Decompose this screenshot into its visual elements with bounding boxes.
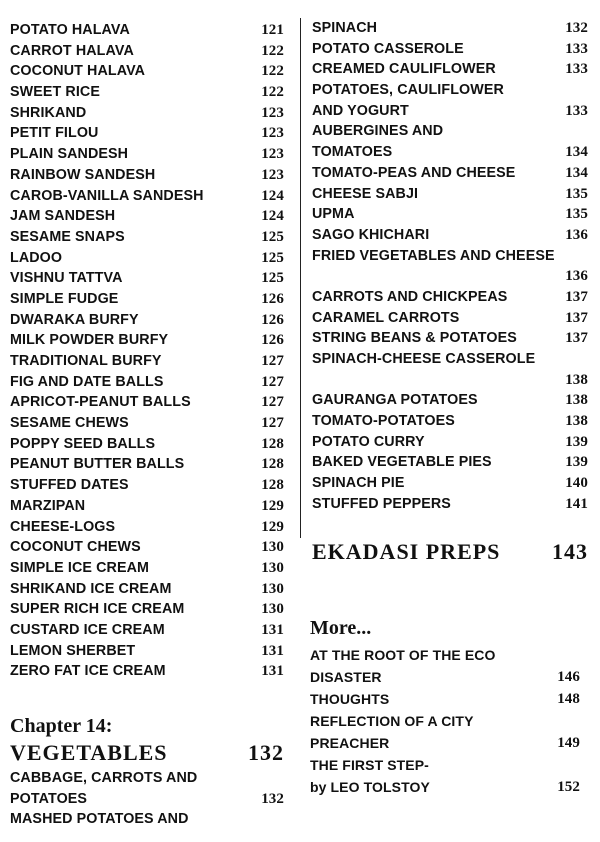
entry-title: PLAIN SANDESH xyxy=(10,146,129,163)
toc-entry xyxy=(312,204,588,225)
entry-page: 146 xyxy=(557,668,580,685)
toc-entry xyxy=(10,661,284,682)
toc-entry xyxy=(10,20,284,41)
toc-entry xyxy=(10,558,284,579)
entry-page: 148 xyxy=(557,690,580,707)
entry-title: TOMATO-POTATOES xyxy=(312,413,455,430)
chapter-page: 132 xyxy=(248,740,284,765)
toc-entry xyxy=(10,41,284,62)
toc-entry xyxy=(312,266,588,287)
toc-entry xyxy=(312,308,588,329)
toc-entry xyxy=(312,18,588,39)
toc-entry xyxy=(10,599,284,620)
entry-title: POPPY SEED BALLS xyxy=(10,435,156,452)
entry-page: 126 xyxy=(261,311,284,328)
entry-title: AND YOGURT xyxy=(312,102,409,119)
entry-page: 127 xyxy=(261,353,284,369)
more-heading: More... xyxy=(310,616,372,639)
toc-entry xyxy=(312,390,588,411)
entry-page: 125 xyxy=(261,270,284,287)
toc-entry xyxy=(10,517,284,538)
entry-title: SESAME CHEWS xyxy=(10,415,129,432)
toc-entry xyxy=(10,227,284,248)
toc-entry xyxy=(10,186,284,207)
toc-entry xyxy=(312,349,588,370)
entry-page: 123 xyxy=(261,125,284,142)
toc-entry xyxy=(10,310,284,331)
toc-entry xyxy=(10,579,284,600)
entry-page: 122 xyxy=(261,42,284,59)
chapter-title: VEGETABLES xyxy=(10,740,168,765)
entry-page: 132 xyxy=(565,20,588,36)
entry-page: 133 xyxy=(565,40,588,57)
toc-entry xyxy=(10,413,284,434)
entry-page: 129 xyxy=(261,518,284,535)
entry-title: POTATOES xyxy=(10,790,88,807)
entry-title: SIMPLE FUDGE xyxy=(10,290,119,307)
toc-entry xyxy=(10,809,284,830)
toc-entry xyxy=(312,59,588,80)
toc-entry xyxy=(312,287,588,308)
entry-page: 133 xyxy=(565,102,588,119)
dessert-entries xyxy=(10,20,284,682)
more-entry xyxy=(310,777,580,799)
entry-title: CARAMEL CARROTS xyxy=(312,309,460,326)
entry-page: 139 xyxy=(565,433,588,450)
entry-page: 136 xyxy=(565,226,588,243)
entry-page: 125 xyxy=(261,249,284,266)
entry-title: SAGO KHICHARI xyxy=(312,226,430,243)
entry-title: CREAMED CAULIFLOWER xyxy=(312,61,496,78)
ekadasi-page: 143 xyxy=(552,538,588,564)
entry-title: CARROTS AND CHICKPEAS xyxy=(312,288,508,305)
entry-title: PEANUT BUTTER BALLS xyxy=(10,456,185,473)
entry-title: LEMON SHERBET xyxy=(10,642,136,659)
toc-entry xyxy=(10,61,284,82)
toc-entry xyxy=(312,494,588,515)
entry-page: 122 xyxy=(261,63,284,80)
more-entry xyxy=(310,667,580,689)
entry-title: PREACHER xyxy=(310,734,390,751)
chapter-heading xyxy=(10,738,284,768)
entry-page: 128 xyxy=(261,477,284,494)
toc-entry xyxy=(312,101,588,122)
ekadasi-title: EKADASI PREPS xyxy=(312,538,501,564)
toc-entry xyxy=(10,268,284,289)
entry-title: APRICOT-PEANUT BALLS xyxy=(10,394,191,411)
toc-entry xyxy=(10,165,284,186)
toc-entry xyxy=(10,641,284,662)
entry-title: FIG AND DATE BALLS xyxy=(10,373,164,390)
toc-entry xyxy=(10,289,284,310)
entry-page: 125 xyxy=(261,228,284,245)
entry-page: 130 xyxy=(261,580,284,597)
toc-entry xyxy=(10,144,284,165)
more-entry xyxy=(310,733,580,755)
entry-title: POTATO HALAVA xyxy=(10,22,130,38)
toc-entry xyxy=(312,432,588,453)
entry-title: STUFFED DATES xyxy=(10,477,129,494)
entry-title: SESAME SNAPS xyxy=(10,228,125,245)
entry-title: SHRIKAND xyxy=(10,104,87,121)
toc-entry xyxy=(10,351,284,372)
entry-title: TRADITIONAL BURFY xyxy=(10,353,162,369)
entry-page: 124 xyxy=(261,187,284,204)
entry-title: CARROT HALAVA xyxy=(10,42,134,59)
entry-page: 132 xyxy=(261,790,284,807)
toc-entry xyxy=(10,248,284,269)
right-column xyxy=(300,0,600,799)
toc-entry xyxy=(312,452,588,473)
entry-title: REFLECTION OF A CITY xyxy=(310,712,474,729)
entry-title: POTATOES, CAULIFLOWER xyxy=(312,82,504,99)
entry-title: by LEO TOLSTOY xyxy=(310,778,430,795)
entry-page: 138 xyxy=(565,392,588,409)
entry-page: 126 xyxy=(261,290,284,307)
entry-title: CHEESE-LOGS xyxy=(10,518,116,535)
toc-entry xyxy=(10,206,284,227)
entry-title: BAKED VEGETABLE PIES xyxy=(312,454,492,471)
more-entry xyxy=(310,711,580,733)
toc-entry xyxy=(10,496,284,517)
entry-page: 137 xyxy=(565,309,588,326)
entry-page: 131 xyxy=(261,621,284,638)
entry-page: 127 xyxy=(261,415,284,432)
more-entry xyxy=(310,645,580,667)
entry-page: 128 xyxy=(261,435,284,452)
toc-entry xyxy=(10,330,284,351)
entry-title: POTATO CURRY xyxy=(312,433,425,450)
toc-entry xyxy=(10,103,284,124)
entry-title: RAINBOW SANDESH xyxy=(10,166,156,183)
entry-title: FRIED VEGETABLES AND CHEESE xyxy=(312,247,555,264)
entry-page: 123 xyxy=(261,104,284,121)
toc-entry xyxy=(10,434,284,455)
entry-title: TOMATO-PEAS AND CHEESE xyxy=(312,164,516,181)
entry-page: 121 xyxy=(261,22,284,38)
left-column xyxy=(10,0,284,830)
entry-page: 122 xyxy=(261,84,284,101)
entry-page: 130 xyxy=(261,601,284,618)
toc-entry xyxy=(312,39,588,60)
entry-title: SPINACH PIE xyxy=(312,475,405,492)
entry-page: 152 xyxy=(557,778,580,795)
entry-title: SUPER RICH ICE CREAM xyxy=(10,601,185,618)
entry-page: 126 xyxy=(261,332,284,349)
toc-entry xyxy=(312,80,588,101)
entry-page: 131 xyxy=(261,642,284,659)
entry-page: 131 xyxy=(261,663,284,680)
toc-entry xyxy=(312,142,588,163)
entry-page: 136 xyxy=(565,268,588,285)
toc-entry xyxy=(10,392,284,413)
entry-page: 134 xyxy=(565,164,588,181)
toc-entry xyxy=(312,473,588,494)
vegetable-entries-right xyxy=(300,18,600,515)
entry-title: CABBAGE, CARROTS AND xyxy=(10,770,198,786)
entry-title: SIMPLE ICE CREAM xyxy=(10,559,150,576)
entry-page: 130 xyxy=(261,539,284,556)
entry-title: STRING BEANS & POTATOES xyxy=(312,330,517,347)
entry-title: MASHED POTATOES AND xyxy=(10,811,189,828)
entry-title: COCONUT HALAVA xyxy=(10,63,146,80)
entry-page: 135 xyxy=(565,206,588,223)
entry-page: 137 xyxy=(565,288,588,305)
entry-title: AUBERGINES AND xyxy=(312,123,444,140)
ekadasi-heading xyxy=(300,537,600,567)
entry-title: CUSTARD ICE CREAM xyxy=(10,621,165,638)
entry-title: DWARAKA BURFY xyxy=(10,311,139,328)
entry-page: 127 xyxy=(261,373,284,390)
entry-title: TOMATOES xyxy=(312,144,393,161)
entry-title: AT THE ROOT OF THE ECO xyxy=(310,646,496,663)
entry-page: 124 xyxy=(261,208,284,225)
toc-entry xyxy=(10,789,284,810)
toc-entry xyxy=(10,768,284,789)
entry-page: 129 xyxy=(261,497,284,514)
entry-page: 140 xyxy=(565,475,588,492)
toc-entry xyxy=(312,121,588,142)
entry-page: 139 xyxy=(565,454,588,471)
entry-title: SPINACH-CHEESE CASSEROLE xyxy=(312,351,536,367)
entry-page: 138 xyxy=(565,371,588,388)
entry-page: 123 xyxy=(261,166,284,183)
toc-entry xyxy=(10,620,284,641)
toc-entry xyxy=(10,82,284,103)
entry-title: VISHNU TATTVA xyxy=(10,270,123,287)
entry-title: ZERO FAT ICE CREAM xyxy=(10,663,166,680)
toc-entry xyxy=(10,372,284,393)
vegetable-entries-left xyxy=(10,768,284,830)
entry-page: 138 xyxy=(565,413,588,430)
toc-entry xyxy=(10,454,284,475)
toc-entry xyxy=(312,163,588,184)
entry-title: SWEET RICE xyxy=(10,84,100,101)
toc-entry xyxy=(10,537,284,558)
entry-page: 141 xyxy=(565,495,588,512)
toc-entry xyxy=(312,225,588,246)
toc-entry xyxy=(10,475,284,496)
entry-title: SPINACH xyxy=(312,20,378,36)
entry-page: 130 xyxy=(261,559,284,576)
entry-title: THE FIRST STEP- xyxy=(310,756,429,773)
entry-title: JAM SANDESH xyxy=(10,208,116,225)
entry-page: 128 xyxy=(261,456,284,473)
toc-entry xyxy=(312,328,588,349)
entry-title: GAURANGA POTATOES xyxy=(312,392,478,409)
entry-title: CAROB-VANILLA SANDESH xyxy=(10,187,204,204)
entry-title: THOUGHTS xyxy=(310,690,390,707)
entry-page: 123 xyxy=(261,146,284,163)
entry-title: PETIT FILOU xyxy=(10,125,99,142)
entry-title: SHRIKAND ICE CREAM xyxy=(10,580,172,597)
entry-title: CHEESE SABJI xyxy=(312,185,419,202)
toc-entry xyxy=(312,411,588,432)
entry-page: 135 xyxy=(565,185,588,202)
entry-title: MILK POWDER BURFY xyxy=(10,332,169,349)
entry-page: 127 xyxy=(261,394,284,411)
more-entries xyxy=(300,645,600,799)
entry-title: COCONUT CHEWS xyxy=(10,539,141,556)
entry-title: STUFFED PEPPERS xyxy=(312,495,451,512)
entry-title: POTATO CASSEROLE xyxy=(312,40,464,57)
entry-page: 137 xyxy=(565,330,588,347)
entry-page: 134 xyxy=(565,144,588,161)
chapter-label: Chapter 14: xyxy=(10,715,113,737)
toc-entry xyxy=(312,370,588,391)
entry-title: DISASTER xyxy=(310,668,382,685)
toc-entry xyxy=(312,184,588,205)
entry-page: 133 xyxy=(565,61,588,78)
entry-title: LADOO xyxy=(10,249,63,266)
toc-entry xyxy=(10,123,284,144)
more-entry xyxy=(310,689,580,711)
entry-title: MARZIPAN xyxy=(10,497,86,514)
entry-title: UPMA xyxy=(312,206,355,223)
entry-page: 149 xyxy=(557,734,580,751)
more-entry xyxy=(310,755,580,777)
toc-entry xyxy=(312,246,588,267)
